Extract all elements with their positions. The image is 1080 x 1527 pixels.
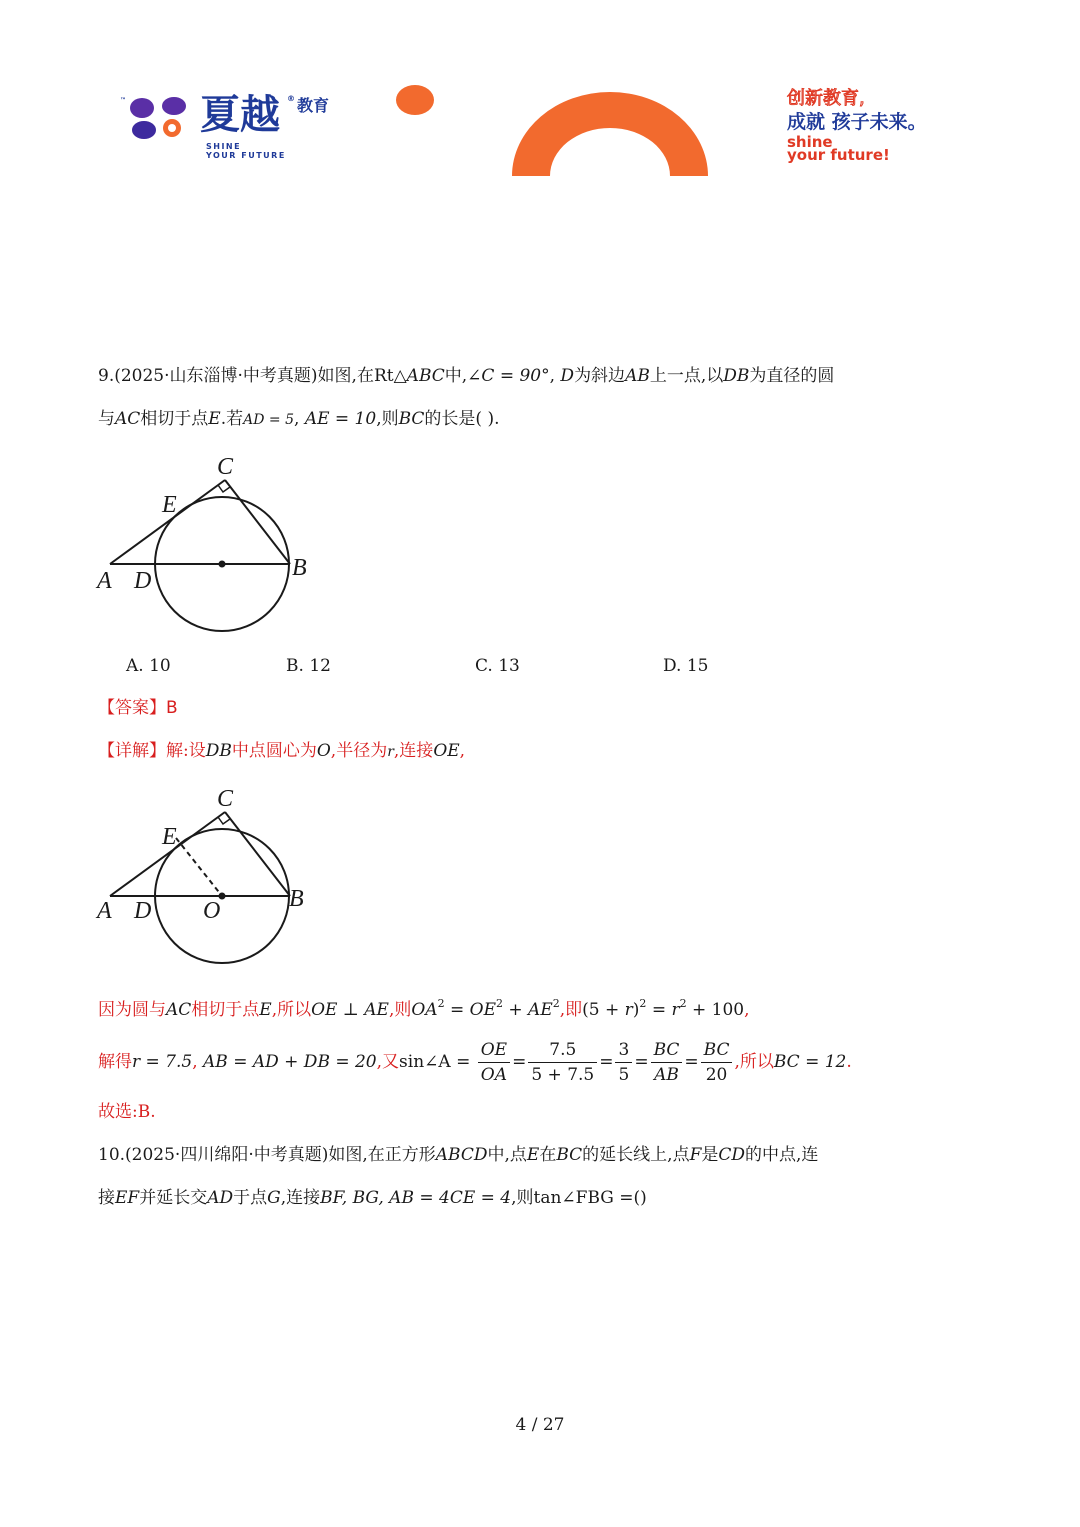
fraction-3-5: $\frac{3}{5}$ xyxy=(615,1038,632,1087)
figure1-label-c: C xyxy=(217,454,234,480)
figure1-center-dot xyxy=(219,561,226,568)
logo-flower-icon xyxy=(128,94,190,144)
trademark-mark: ™ xyxy=(120,97,126,104)
figure2-label-e: E xyxy=(162,824,177,850)
q9-figure xyxy=(92,450,322,640)
q9-line2: 与AC相切于点E.若AD = 5, AE = 10,则BC的长是( ). xyxy=(98,409,500,429)
figure2-label-d: D xyxy=(134,898,152,924)
q10-line2: 接EF并延长交AD于点G,连接BF, BG, AB = 4CE = 4,则tan∠FBG =() xyxy=(98,1188,647,1208)
brand-en-line2: YOUR FUTURE xyxy=(206,151,286,160)
q10-line1: 10.(2025·四川绵阳·中考真题)如图,在正方形ABCD中,点E在BC的延长线上,点F是CD的中点,连 xyxy=(98,1145,819,1165)
figure2-label-a: A xyxy=(97,898,112,924)
figure1-label-d: D xyxy=(134,568,152,594)
figure2-label-c: C xyxy=(217,786,234,812)
slogan-line4: your future! xyxy=(787,146,890,164)
answer-tag: 【答案】 xyxy=(98,698,166,718)
figure2-dashed-oe xyxy=(176,838,222,896)
figure2-right-angle xyxy=(218,817,230,824)
option-b: B. 12 xyxy=(286,656,331,676)
answer-value: B xyxy=(166,698,178,718)
figure1-line-cb xyxy=(225,480,290,564)
figure1-label-b: B xyxy=(292,555,307,581)
fraction-bc-ab: $\frac{BC}{AB}$ xyxy=(651,1038,683,1087)
figure1-label-a: A xyxy=(97,568,112,594)
option-c: C. 13 xyxy=(475,656,520,676)
figure2-line-cb xyxy=(225,812,290,896)
solution-line2: 解得r = 7.5, AB = AD + DB = 20,又sin∠A = $\frac{OE}{OA}$ = $\frac{7.5}{5 + 7.5}$ = $\frac{3}{5}$ = $\frac{BC}{AB}$ = $\frac{BC}{20}$ ,所以BC = 12. xyxy=(98,1040,852,1085)
brand-name: 夏越 xyxy=(200,92,280,138)
option-a: A. 10 xyxy=(126,656,171,676)
figure1-right-angle xyxy=(218,485,230,492)
fraction-oe-oa: $\frac{OE}{OA}$ xyxy=(478,1038,510,1087)
orange-dot-decoration xyxy=(394,83,436,117)
answer-line xyxy=(98,696,178,720)
fraction-7-5: $\frac{7.5}{5 + 7.5}$ xyxy=(528,1038,597,1087)
registered-mark: ® xyxy=(287,94,297,103)
figure1-label-e: E xyxy=(162,492,177,518)
option-d: D. 15 xyxy=(663,656,709,676)
figure2-label-o: O xyxy=(203,898,221,924)
detail-line: 【详解】解:设DB中点圆心为O,半径为r,连接OE, xyxy=(98,741,466,761)
page-number: 4 / 27 xyxy=(515,1415,565,1435)
slogan-line2: 成就 孩子未来。 xyxy=(787,111,927,133)
q9-line1: 9.(2025·山东淄博·中考真题)如图,在Rt△ABC中,∠C = 90°, D为斜边AB上一点,以DB为直径的圆 xyxy=(98,366,835,386)
slogan-line1: 创新教育, xyxy=(787,88,865,109)
fraction-bc-20: $\frac{BC}{20}$ xyxy=(701,1038,733,1087)
slogan-line3: shine xyxy=(787,133,833,151)
solution-figure xyxy=(92,782,322,972)
choose-line: 故选:B. xyxy=(98,1102,156,1122)
brand-en-line1: SHINE xyxy=(206,142,242,151)
solution-line1: 因为圆与AC相切于点E,所以OE ⊥ AE,则$OA^2 = OE^2 + AE^2$,即$(5 + r)^2 = r^2 + 100$, xyxy=(98,997,750,1020)
orange-arc-decoration xyxy=(510,92,710,176)
figure2-label-b: B xyxy=(289,886,304,912)
brand-edu: 教育 xyxy=(297,96,330,115)
